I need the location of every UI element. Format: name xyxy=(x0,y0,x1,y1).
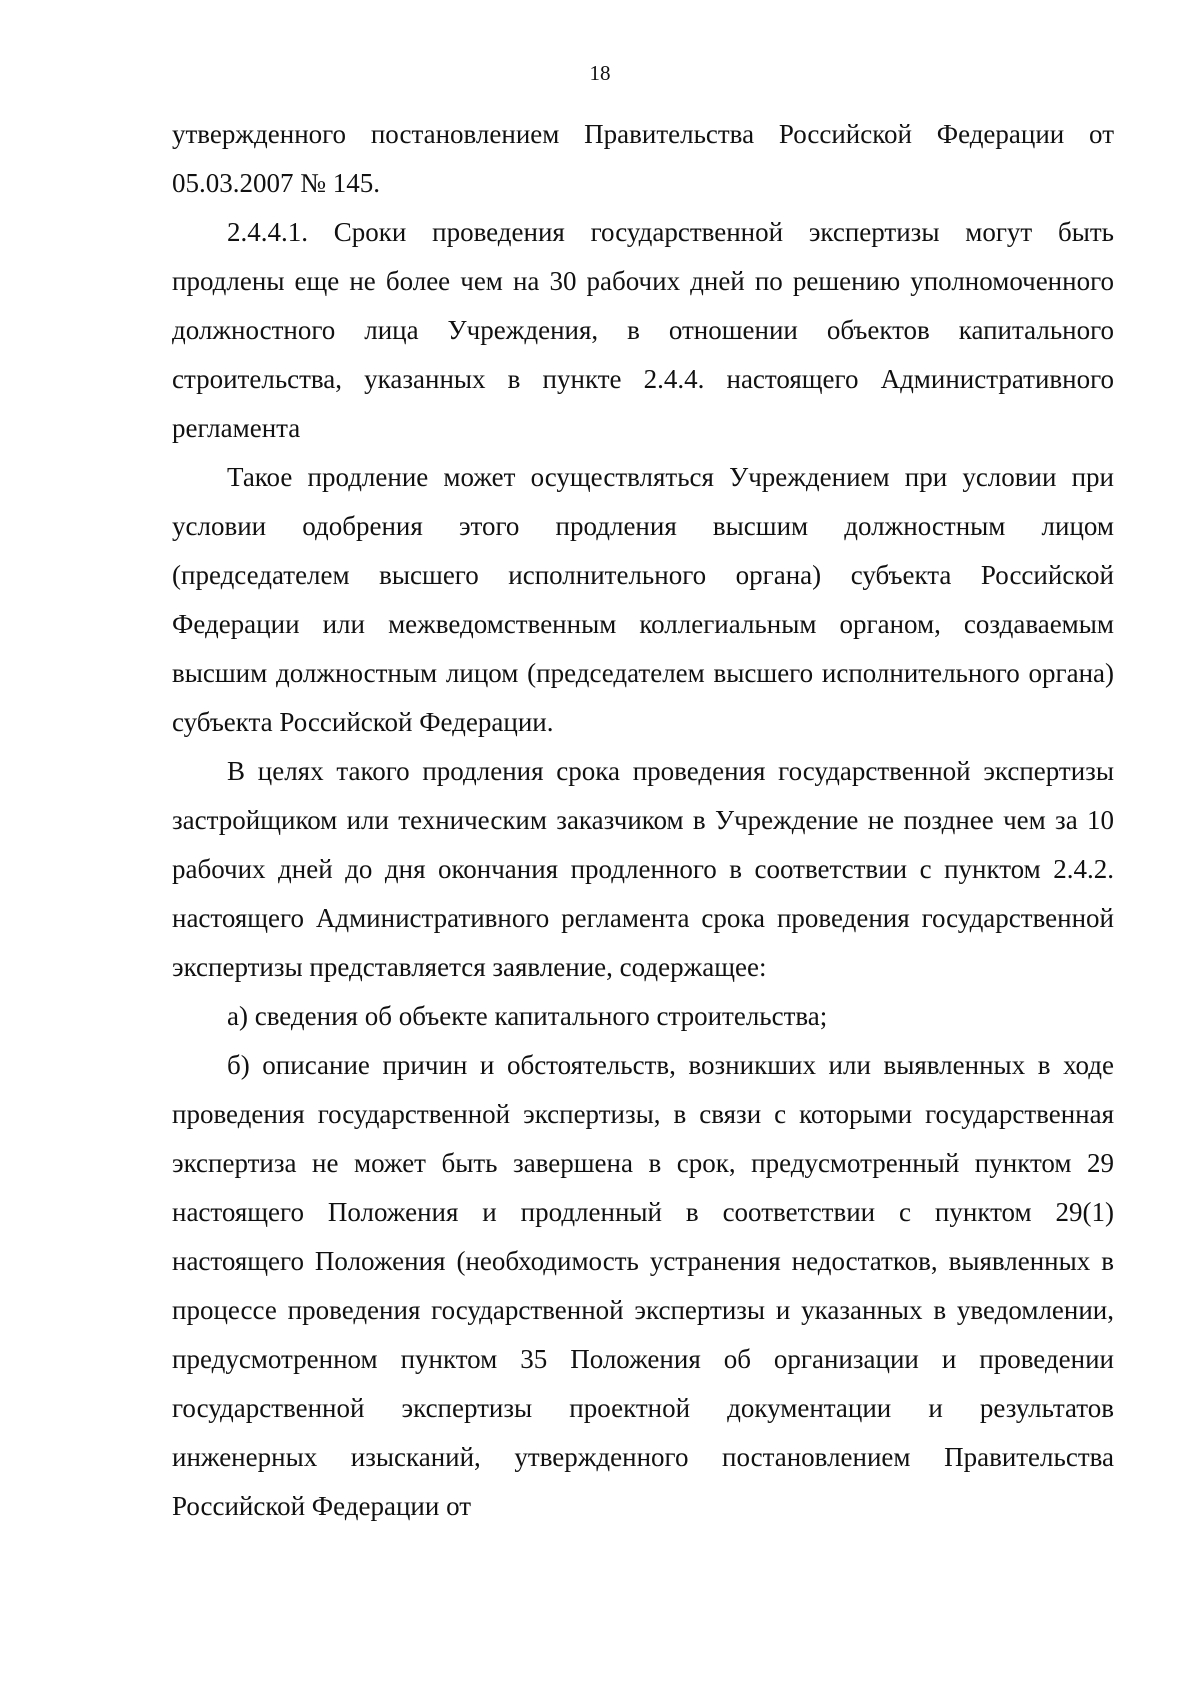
paragraph-2-4-4-1: 2.4.4.1. Сроки проведения государственной экспертизы могут быть продлены еще не более чем на 30 рабочих дней по решению уполномоченного должностного лица Учреждения, в отношении объектов капитального строительства, указанных в пункте 2.4.4. настоящего Административного регламента xyxy=(172,217,1114,443)
document-body xyxy=(172,110,1114,1531)
page-number: 18 xyxy=(589,61,611,85)
list-item-a: а) сведения об объекте капитального строительства; xyxy=(227,1001,828,1031)
paragraph-continuation: утвержденного постановлением Правительства Российской Федерации от 05.03.2007 № 145. xyxy=(172,119,1114,198)
paragraph-extension-application: В целях такого продления срока проведения государственной экспертизы застройщиком или техническим заказчиком в Учреждение не позднее чем за 10 рабочих дней до дня окончания продленного в соответствии с пунктом 2.4.2. настоящего Административного регламента срока проведения государственной экспертизы представляется заявление, содержащее: xyxy=(172,756,1114,982)
list-item-b: б) описание причин и обстоятельств, возникших или выявленных в ходе проведения государственной экспертизы, в связи с которыми государственная экспертиза не может быть завершена в срок, предусмотренный пунктом 29 настоящего Положения и продленный в соответствии с пунктом 29(1) настоящего Положения (необходимость устранения недостатков, выявленных в процессе проведения государственной экспертизы и указанных в уведомлении, предусмотренном пунктом 35 Положения об организации и проведении государственной экспертизы проектной документации и результатов инженерных изысканий, утвержденного постановлением Правительства Российской Федерации от xyxy=(172,1050,1114,1521)
paragraph-extension-condition: Такое продление может осуществляться Учреждением при условии при условии одобрения этого продления высшим должностным лицом (председателем высшего исполнительного органа) субъекта Российской Федерации или межведомственным коллегиальным органом, создаваемым высшим должностным лицом (председателем высшего исполнительного органа) субъекта Российской Федерации. xyxy=(172,462,1114,737)
